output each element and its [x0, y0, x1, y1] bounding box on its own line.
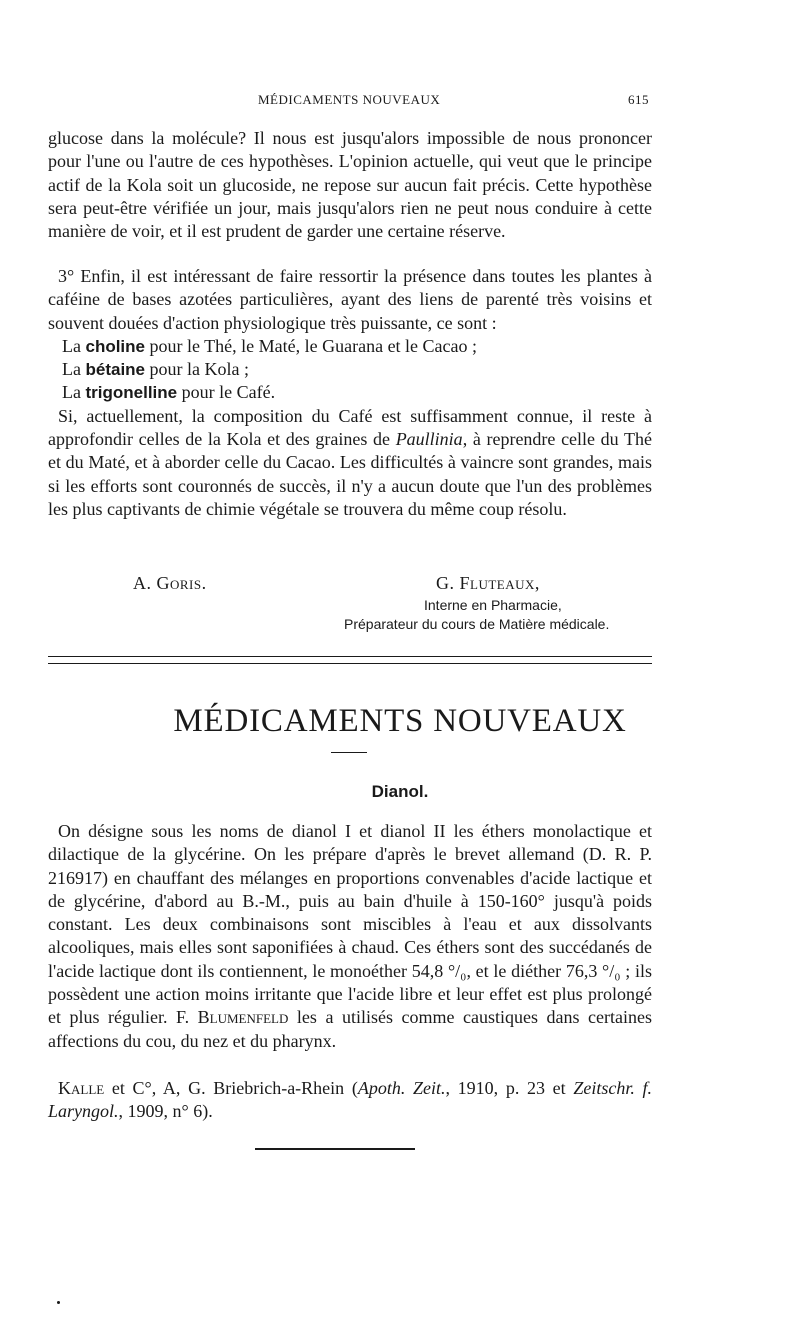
- list-prefix: La: [62, 382, 86, 403]
- list-suffix: pour la Kola ;: [145, 359, 249, 380]
- journal-apoth-zeit: Apoth. Zeit.: [357, 1078, 446, 1098]
- list-prefix: La: [62, 359, 86, 380]
- affiliation-preparateur: Préparateur du cours de Matière médicale.: [344, 616, 610, 632]
- article-continuation: [48, 127, 652, 243]
- running-header: [0, 92, 800, 112]
- paragraph-glucose: glucose dans la molécule? Il nous est jusqu'alors impossible de nous prononcer pour l'une ou l'autre de ces hypothèses. L'opinion actuelle, qui veut que le principe actif de la Kola soit un glucoside, ne repose sur aucun fait précis. Cette hypothèse sera peut-être vérifiée un jour, mais jusqu'alors rien ne peut nous conduire à cette manière de voir, et il est prudent de garder une certaine réserve.: [48, 128, 652, 242]
- list-item-betaine: [48, 358, 652, 381]
- dianol-article: [48, 820, 652, 1053]
- text-run: On désigne sous les noms de dianol I et dianol II les éthers monolactique et dilactique de la glycérine. On les prépare d'après le brevet allemand (D. R. P. 216917) en chauffant des mélanges en proportions convenables d'acide lactique et de glycérine, d'abord au B.-M., puis au bain d'huile à 150-160° jusqu'à poids constant. Les deux combinaisons sont miscibles à l'eau et aux dissolvants alcooliques, mais elles sont saponifiées à chaud. Ces éthers sont des succédanés de l'acide lactique dont ils contiennent, le monoéther 54,8 °/₀, et le diéther 76,3 °/₀ ; ils possèdent une action moins irritante que l'acide libre et leur effet est plus prolongé et plus régulier. F.: [48, 821, 652, 1028]
- journal-zeitschr-laryngol: Zeitschr. f. Laryngol.: [48, 1078, 652, 1122]
- author-goris: A. Goris.: [133, 573, 207, 593]
- text-run: Si, actuellement, la composition du Café est suffisamment connue, il reste à approfondir celles de la Kola et des graines de: [48, 405, 652, 450]
- page-number: 615: [628, 92, 649, 107]
- list-item-choline: [48, 335, 652, 358]
- text-run: , 1910, p. 23 et: [445, 1078, 574, 1098]
- dianol-reference: [48, 1077, 652, 1124]
- page-speck: [57, 1301, 60, 1304]
- author-fluteaux: G. Fluteaux,: [436, 573, 540, 593]
- subheading-dianol: Dianol.: [371, 782, 429, 801]
- article-end-rule: [255, 1148, 415, 1150]
- affiliation-interne: Interne en Pharmacie,: [424, 597, 562, 613]
- section-title: MÉDICAMENTS NOUVEAUX: [173, 703, 627, 739]
- signature-block: [0, 573, 800, 643]
- section-divider-bottom: [48, 663, 652, 664]
- company-kalle: Kalle: [58, 1078, 105, 1098]
- text-run: et C°, A, G. Briebrich-a-Rhein (: [104, 1078, 358, 1098]
- italic-genus: Paullinia: [395, 429, 463, 450]
- list-term: trigonelline: [85, 383, 178, 403]
- list-term: bétaine: [85, 360, 146, 380]
- paragraph-reference: [48, 1077, 652, 1124]
- section-divider-top: [48, 656, 652, 657]
- paragraph-composition: [48, 405, 652, 521]
- article-conclusion: [48, 265, 652, 521]
- author-blumenfeld: Blumenfeld: [197, 1007, 289, 1028]
- list-term: choline: [85, 336, 145, 356]
- title-underline: [331, 752, 367, 753]
- text-run: les a utilisés comme caustiques dans certaines affections du cou, du nez et du pharynx.: [48, 1007, 652, 1051]
- text-run: , 1909, n° 6).: [118, 1101, 213, 1122]
- paragraph-bases-azotees: 3° Enfin, il est intéressant de faire ressortir la présence dans toutes les plantes à caféine de bases azotées particulières, ayant des liens de parenté très voisins et souvent douées d'action physiologique très puissante, ce sont :: [48, 266, 652, 333]
- running-title: MÉDICAMENTS NOUVEAUX: [258, 92, 441, 107]
- paragraph-dianol: [48, 820, 652, 1053]
- list-item-trigonelline: [48, 381, 652, 404]
- list-suffix: pour le Café.: [177, 382, 276, 403]
- list-suffix: pour le Thé, le Maté, le Guarana et le Cacao ;: [145, 335, 478, 356]
- list-prefix: La: [62, 335, 86, 356]
- text-run: , à reprendre celle du Thé et du Maté, et à aborder celle du Cacao. Les difficultés à vaincre sont grandes, mais si les efforts sont couronnés de succès, il n'y a aucun doute que l'un des problèmes les plus captivants de chimie végétale se trouvera du même coup résolu.: [48, 429, 652, 519]
